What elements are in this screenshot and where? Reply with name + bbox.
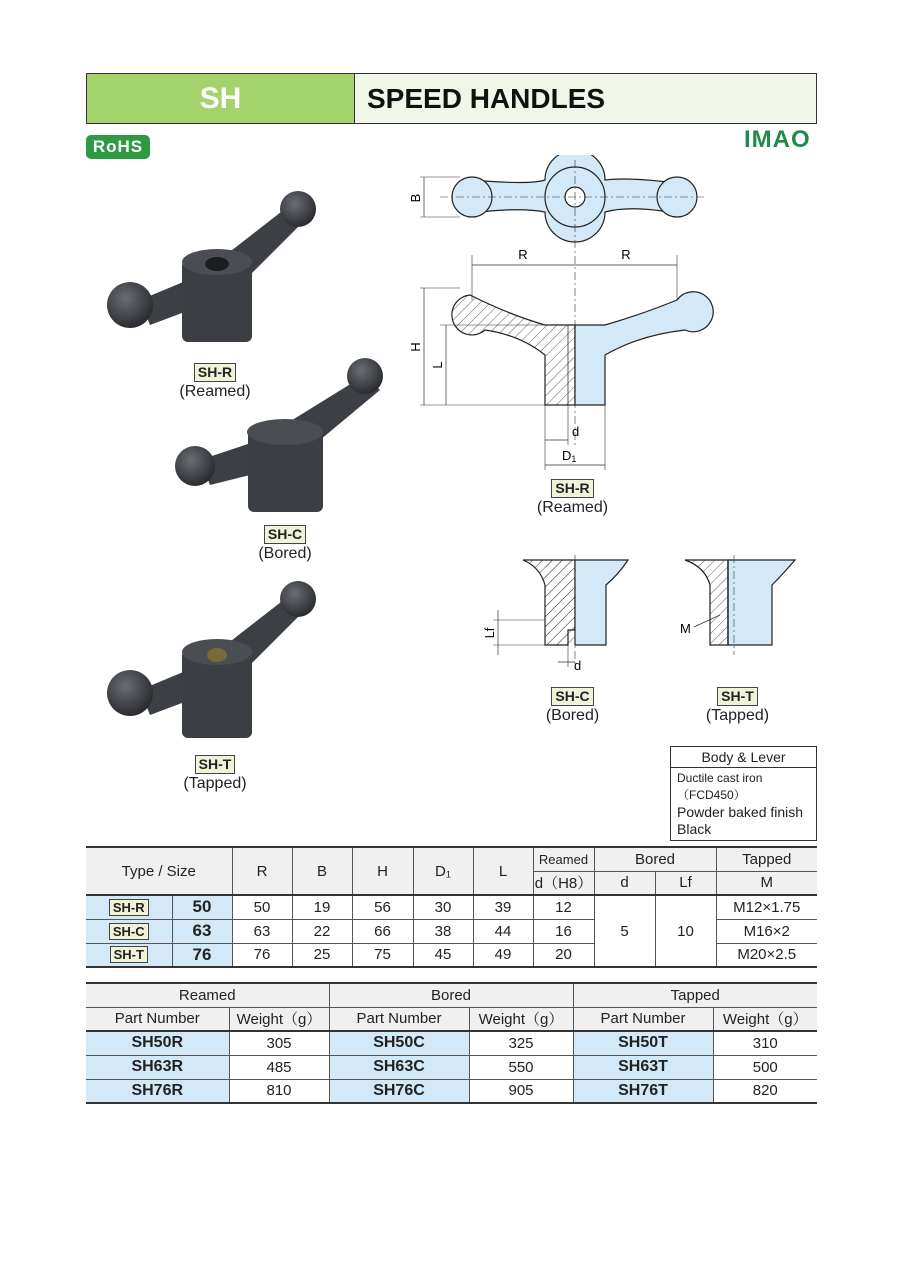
th-tapped: Tapped xyxy=(716,847,817,871)
part-number: SH63R xyxy=(86,1055,229,1079)
th-l: L xyxy=(473,847,533,895)
th-weight: Weight（g） xyxy=(229,1007,329,1031)
weight: 485 xyxy=(229,1055,329,1079)
technical-drawing xyxy=(400,155,720,475)
cell-h: 66 xyxy=(352,919,413,943)
tag-sh-t: SH-T xyxy=(195,755,236,774)
dim-r-left: R xyxy=(518,247,528,262)
part-number: SH76C xyxy=(329,1079,469,1103)
table-row xyxy=(86,1031,817,1055)
drawing-caption-sh-c xyxy=(520,687,625,725)
th-part-number: Part Number xyxy=(86,1007,229,1031)
weight: 810 xyxy=(229,1079,329,1103)
th-tapped-m: M xyxy=(716,871,817,895)
cell-reamed: 12 xyxy=(533,895,594,919)
table-row xyxy=(86,1079,817,1103)
drawing-caption-sh-t xyxy=(685,687,790,725)
dim-m-label: M xyxy=(680,621,691,636)
cell-r: 63 xyxy=(232,919,292,943)
cell-l: 44 xyxy=(473,919,533,943)
th-group-reamed: Reamed xyxy=(86,983,329,1007)
cell-r: 76 xyxy=(232,943,292,967)
cell-r: 50 xyxy=(232,895,292,919)
drawing-caption-sh-r xyxy=(520,479,625,517)
dim-h-label: H xyxy=(408,342,423,352)
material-body xyxy=(671,768,816,840)
dim-b-label: B xyxy=(408,193,423,203)
th-d1: D₁ xyxy=(413,847,473,895)
dim-l-label: L xyxy=(430,361,445,369)
photo-caption-sh-c xyxy=(230,525,340,563)
weight: 310 xyxy=(713,1031,817,1055)
page-header xyxy=(86,73,817,124)
cell-b: 22 xyxy=(292,919,352,943)
material-line-2: Powder baked finish xyxy=(677,804,804,820)
caption-tapped: (Tapped) xyxy=(183,775,247,792)
tag-sh-c: SH-C xyxy=(264,525,306,544)
weight: 820 xyxy=(713,1079,817,1103)
cell-bored-d: 5 xyxy=(594,895,655,967)
photo-sh-r xyxy=(100,185,325,355)
photo-caption-sh-t xyxy=(160,755,270,793)
part-number: SH50T xyxy=(573,1031,713,1055)
weight-table xyxy=(86,982,817,1104)
drawing-caption-reamed: (Reamed) xyxy=(536,499,609,516)
brand-logo: IMAO xyxy=(744,126,811,153)
cell-h: 56 xyxy=(352,895,413,919)
size-cell: 76 xyxy=(172,943,232,967)
cell-d1: 38 xyxy=(413,919,473,943)
drawing-tag-sh-c: SH-C xyxy=(551,687,593,706)
table-row xyxy=(86,895,817,919)
cell-reamed: 16 xyxy=(533,919,594,943)
cell-m: M12×1.75 xyxy=(716,895,817,919)
cell-bored-lf: 10 xyxy=(655,895,716,967)
weight: 305 xyxy=(229,1031,329,1055)
cell-l: 49 xyxy=(473,943,533,967)
page-title: SPEED HANDLES xyxy=(355,74,816,123)
th-part-number: Part Number xyxy=(329,1007,469,1031)
drawing-sh-c xyxy=(478,555,638,675)
type-tag: SH-R xyxy=(109,899,149,916)
part-number: SH50C xyxy=(329,1031,469,1055)
th-r: R xyxy=(232,847,292,895)
part-number: SH63T xyxy=(573,1055,713,1079)
th-weight: Weight（g） xyxy=(469,1007,573,1031)
cell-b: 25 xyxy=(292,943,352,967)
drawing-caption-tapped: (Tapped) xyxy=(705,707,770,724)
th-bored-d: d xyxy=(594,871,655,895)
cell-l: 39 xyxy=(473,895,533,919)
th-bored-lf: Lf xyxy=(655,871,716,895)
dim-d-bored-label: d xyxy=(574,658,582,673)
cell-h: 75 xyxy=(352,943,413,967)
weight: 905 xyxy=(469,1079,573,1103)
cell-d1: 30 xyxy=(413,895,473,919)
table-row xyxy=(86,1055,817,1079)
dim-d1-label: D1 xyxy=(562,448,577,464)
part-number: SH76R xyxy=(86,1079,229,1103)
drawing-sh-t xyxy=(670,555,810,655)
type-tag: SH-T xyxy=(110,946,148,963)
dim-lf-label: Lf xyxy=(482,627,497,639)
cell-m: M20×2.5 xyxy=(716,943,817,967)
part-number: SH76T xyxy=(573,1079,713,1103)
cell-d1: 45 xyxy=(413,943,473,967)
th-group-tapped: Tapped xyxy=(573,983,817,1007)
material-line-3: Black xyxy=(677,821,712,837)
size-cell: 63 xyxy=(172,919,232,943)
part-number: SH50R xyxy=(86,1031,229,1055)
dim-d-label: d xyxy=(572,424,580,439)
th-b: B xyxy=(292,847,352,895)
th-bored: Bored xyxy=(594,847,716,871)
th-reamed: Reamed xyxy=(533,847,594,871)
spec-table xyxy=(86,846,817,968)
photo-sh-c xyxy=(170,350,390,525)
rohs-badge: RoHS xyxy=(86,135,150,159)
product-code: SH xyxy=(87,74,355,123)
material-box xyxy=(670,746,817,841)
dim-r-right: R xyxy=(621,247,631,262)
photo-sh-t xyxy=(100,575,325,750)
cell-reamed: 20 xyxy=(533,943,594,967)
drawing-caption-bored: (Bored) xyxy=(545,707,600,724)
th-reamed-d: d（H8） xyxy=(533,871,594,895)
tag-sh-r: SH-R xyxy=(194,363,236,382)
weight: 325 xyxy=(469,1031,573,1055)
weight: 550 xyxy=(469,1055,573,1079)
caption-reamed: (Reamed) xyxy=(179,383,251,400)
cell-m: M16×2 xyxy=(716,919,817,943)
drawing-tag-sh-t: SH-T xyxy=(717,687,758,706)
size-cell: 50 xyxy=(172,895,232,919)
th-weight: Weight（g） xyxy=(713,1007,817,1031)
th-group-bored: Bored xyxy=(329,983,573,1007)
caption-bored: (Bored) xyxy=(258,545,312,562)
weight: 500 xyxy=(713,1055,817,1079)
th-type-size: Type / Size xyxy=(86,847,232,895)
th-part-number: Part Number xyxy=(573,1007,713,1031)
part-number: SH63C xyxy=(329,1055,469,1079)
drawing-tag-sh-r: SH-R xyxy=(551,479,593,498)
material-header: Body & Lever xyxy=(671,747,816,768)
th-h: H xyxy=(352,847,413,895)
type-tag: SH-C xyxy=(109,923,149,940)
material-line-1: Ductile cast iron（FCD450） xyxy=(677,771,763,802)
cell-b: 19 xyxy=(292,895,352,919)
